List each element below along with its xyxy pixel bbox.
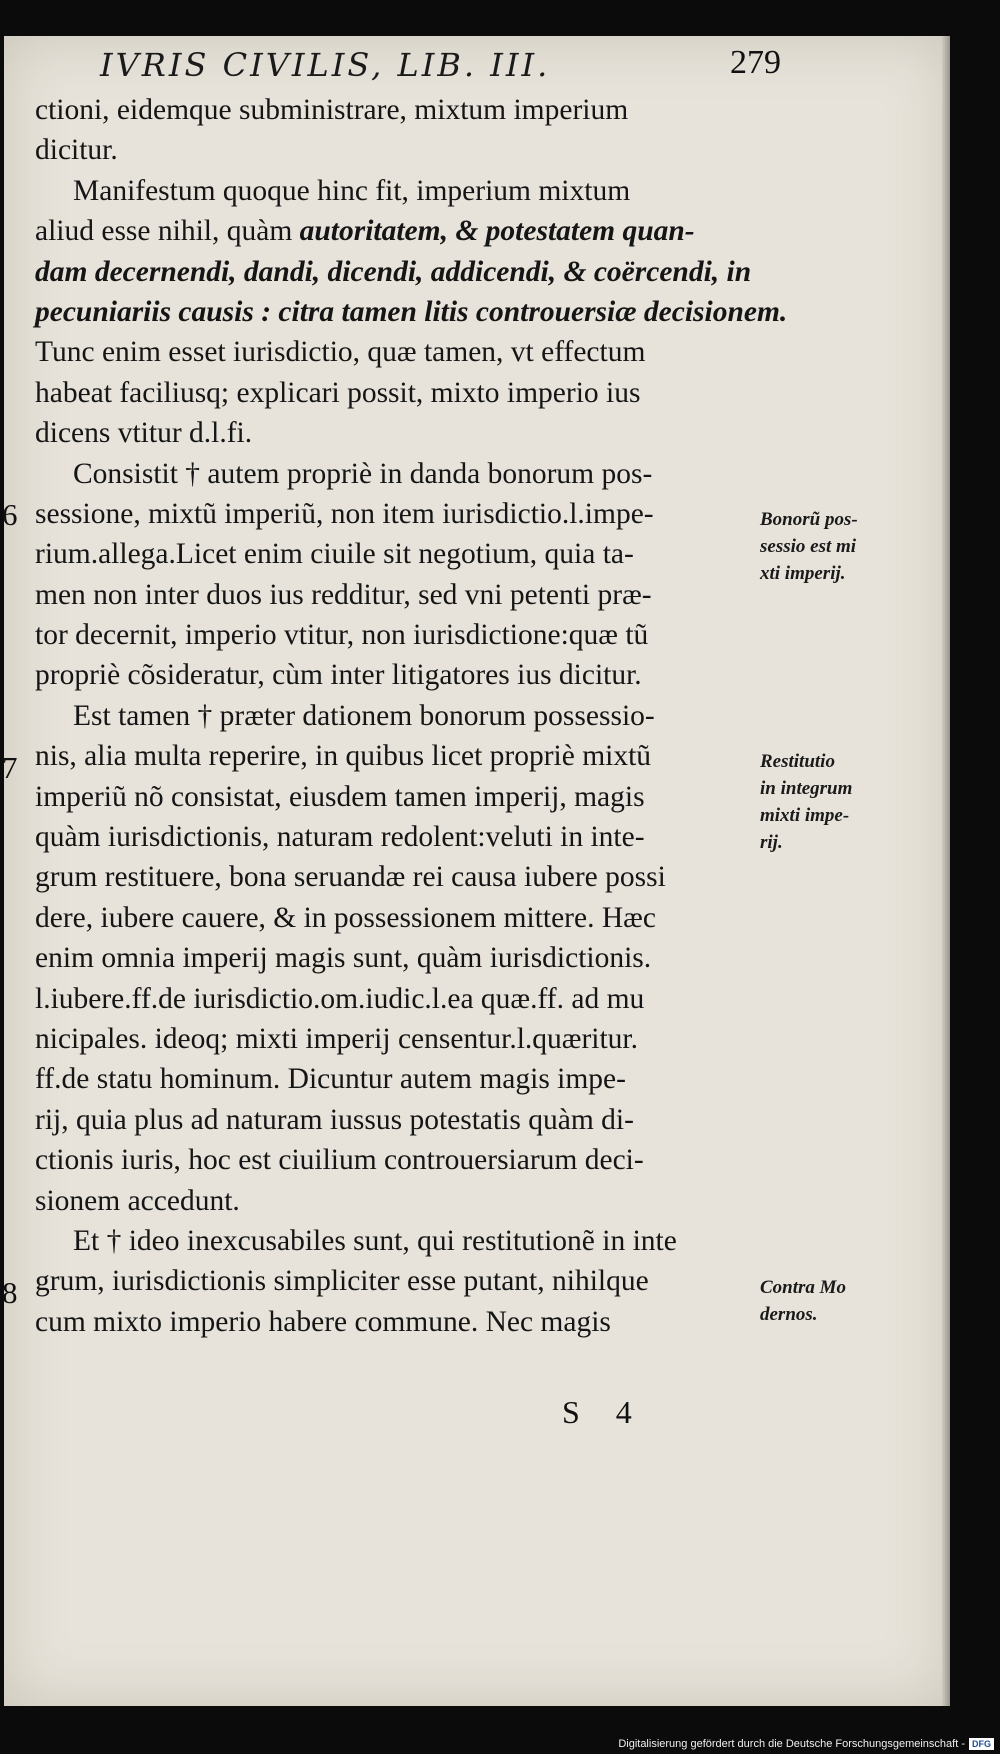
footer-credit — [618, 1738, 994, 1750]
marginal-note-line: dernos. — [760, 1304, 818, 1325]
text-line: sionem accedunt. — [35, 1184, 240, 1217]
body-text — [35, 90, 788, 1342]
italic-text-span: autoritatem, & potestatem quan- — [299, 215, 695, 248]
text-line: propriè cõsideratur, cùm inter litigatores ius dicitur. — [35, 659, 642, 692]
marginal-note-line: mixti impe- — [760, 805, 850, 826]
marginal-note-line: Bonorũ pos- — [760, 509, 858, 530]
page-number: 279 — [730, 44, 781, 81]
text-line: ctioni, eidemque subministrare, mixtum imperium — [35, 94, 629, 126]
text-line: rium.allega.Licet enim ciuile sit negotium, quia ta- — [35, 538, 634, 571]
text-line: sessione, mixtũ imperiũ, non item iurisdictio.l.impe- — [35, 497, 654, 530]
text-line: nis, alia multa reperire, in quibus licet propriè mixtũ — [35, 740, 652, 773]
section-number: 8 — [2, 1275, 18, 1310]
text-line: men non inter duos ius redditur, sed vni petenti præ- — [35, 578, 652, 611]
marginal-note — [760, 1274, 930, 1328]
marginal-note-line: Restitutio — [760, 751, 835, 772]
dfg-logo: DFG — [969, 1738, 994, 1750]
marginal-note-line: xti imperij. — [760, 563, 846, 584]
section-number: 6 — [2, 497, 18, 532]
marginal-note-line: rij. — [760, 832, 783, 853]
footer-credit-text: Digitalisierung gefördert durch die Deutsche Forschungsgemeinschaft - — [618, 1738, 965, 1750]
text-line: dicitur. — [35, 134, 118, 167]
text-line — [35, 211, 755, 251]
text-line: quàm iurisdictionis, naturam redolent:veluti in inte- — [35, 821, 645, 854]
marginal-note-line: sessio est mi — [760, 536, 857, 557]
text-line: ctionis iuris, hoc est ciuilium controuersiarum deci- — [35, 1144, 644, 1177]
running-title: IVRIS CIVILIS, LIB. III. — [100, 46, 551, 84]
text-line: tor decernit, imperio vtitur, non iurisdictione:quæ tũ — [35, 619, 649, 652]
marginal-note-line: in integrum — [760, 778, 853, 799]
text-line: pecuniariis causis : citra tamen litis controuersiæ decisionem. — [35, 295, 788, 328]
text-line: Et † ideo inexcusabiles sunt, qui restitutionẽ in inte — [73, 1224, 677, 1257]
marginal-note-line: Contra Mo — [760, 1277, 847, 1298]
text-line: dicens vtitur d.l.fi. — [35, 417, 253, 450]
text-line: habeat faciliusq; explicari possit, mixto imperio ius — [35, 376, 641, 409]
text-line: Consistit † autem propriè in danda bonorum pos- — [73, 457, 653, 490]
text-line: dam decernendi, dandi, dicendi, addicendi, & coërcendi, in — [35, 255, 752, 288]
text-line: rij, quia plus ad naturam iussus potestatis quàm di- — [35, 1103, 634, 1136]
text-line: grum restituere, bona seruandæ rei causa iubere possi — [35, 861, 666, 894]
text-line: Manifestum quoque hinc fit, imperium mixtum — [73, 174, 631, 207]
marginal-note — [760, 748, 930, 856]
marginal-note — [760, 506, 930, 587]
text-line: nicipales. ideoq; mixti imperij censentur.l.quæritur. — [35, 1022, 639, 1055]
signature-mark: S 4 — [562, 1394, 646, 1430]
text-line: Est tamen † præter dationem bonorum possessio- — [73, 699, 655, 732]
section-number: 7 — [2, 750, 18, 785]
text-line: l.iubere.ff.de iurisdictio.om.iudic.l.ea quæ.ff. ad mu — [35, 982, 645, 1015]
text-line: Tunc enim esset iurisdictio, quæ tamen, vt effectum — [35, 336, 646, 369]
text-line: enim omnia imperij magis sunt, quàm iurisdictionis. — [35, 942, 652, 975]
text-line: dere, iubere cauere, & in possessionem mittere. Hæc — [35, 901, 656, 934]
text-line: cum mixto imperio habere commune. Nec magis — [35, 1305, 611, 1338]
text-span: aliud esse nihil, quàm — [35, 215, 293, 248]
text-line: ff.de statu hominum. Dicuntur autem magis impe- — [35, 1063, 626, 1096]
text-line: imperiũ nõ consistat, eiusdem tamen imperij, magis — [35, 780, 645, 813]
text-line: grum, iurisdictionis simpliciter esse putant, nihilque — [35, 1265, 649, 1298]
